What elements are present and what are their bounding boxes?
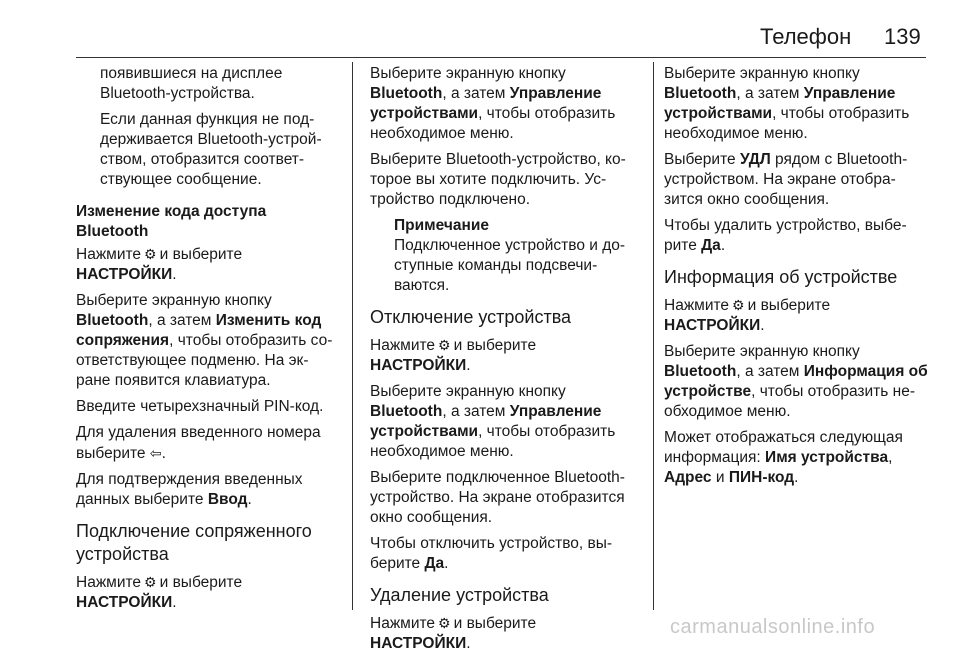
watermark: carmanualsonline.info [670,616,876,638]
paragraph: Нажмите ⚙ и выберите НАСТРОЙКИ. [664,297,831,334]
section-heading: Удаление устройства [370,585,549,605]
gear-home-icon: ⚙ [144,574,157,590]
note-box [370,216,642,296]
page-title: Телефон [760,24,852,49]
paragraph: Чтобы удалить устройство, выбе-рите Да. [664,217,907,254]
column-3 [664,64,928,494]
paragraph: появившиеся на дисплее Bluetooth-устройства. [100,65,283,102]
paragraph: Нажмите ⚙ и выберите НАСТРОЙКИ. [370,615,537,652]
paragraph: Нажмите ⚙ и выберите НАСТРОЙКИ. [76,246,243,283]
section-heading: Подключение сопряженного устройства [76,521,312,564]
paragraph: Выберите подключенное Bluetooth-устройство. На экране отобразится окно сообщения. [370,469,625,526]
paragraph: Выберите экранную кнопку Bluetooth, а затем Управление устройствами, чтобы отобразить необходимое меню. [664,65,910,142]
paragraph: Выберите экранную кнопку Bluetooth, а затем Информация об устройстве, чтобы отобразить не-обходимое меню. [664,343,928,420]
paragraph: Выберите экранную кнопку Bluetooth, а затем Управление устройствами, чтобы отобразить необходимое меню. [370,65,616,142]
section-heading: Отключение устройства [370,307,572,327]
paragraph: Для подтверждения введенных данных выберите Ввод. [76,471,303,508]
column-divider-1 [352,62,353,610]
paragraph: Введите четырехзначный PIN-код. [76,398,324,415]
paragraph: Для удаления введенного номера выберите ⇦. [76,424,321,462]
paragraph: Выберите экранную кнопку Bluetooth, а затем Управление устройствами, чтобы отобразить необходимое меню. [370,383,616,460]
gear-home-icon: ⚙ [732,297,745,313]
gear-home-icon: ⚙ [438,337,451,353]
paragraph: Если данная функция не под-держивается Bluetooth-устрой-ством, отобразится соответ-ствующее сообщение. [100,111,322,188]
paragraph: Может отображаться следующая информация: Имя устройства, Адрес и ПИН-код. [664,429,903,486]
note-text: Подключенное устройство и до-ступные команды подсвечи-ваются. [394,237,626,294]
paragraph: Нажмите ⚙ и выберите НАСТРОЙКИ. [370,337,537,374]
section-heading: Изменение кода доступа Bluetooth [76,203,267,240]
paragraph: Нажмите ⚙ и выберите НАСТРОЙКИ. [76,574,243,611]
column-1 [76,64,342,619]
paragraph: Выберите Bluetooth-устройство, ко-торое вы хотите подключить. Ус-тройство подключено. [370,151,626,208]
paragraph: Выберите экранную кнопку Bluetooth, а затем Изменить код сопряжения, чтобы отобразить со-ответствующее подменю. На эк-ране появится клавиатура. [76,292,333,389]
paragraph: Выберите УДЛ рядом с Bluetooth-устройством. На экране отобра-зится окно сообщения. [664,151,908,208]
column-divider-2 [653,62,654,610]
note-title: Примечание [394,217,489,234]
backspace-arrow-icon: ⇦ [149,445,162,461]
paragraph: Чтобы отключить устройство, вы-берите Да. [370,535,613,572]
section-heading: Информация об устройстве [664,267,898,287]
page-number: 139 [884,24,921,49]
column-2 [370,64,642,660]
gear-home-icon: ⚙ [144,246,157,262]
page-header [0,0,960,60]
header-rule [76,57,926,58]
gear-home-icon: ⚙ [438,615,451,631]
